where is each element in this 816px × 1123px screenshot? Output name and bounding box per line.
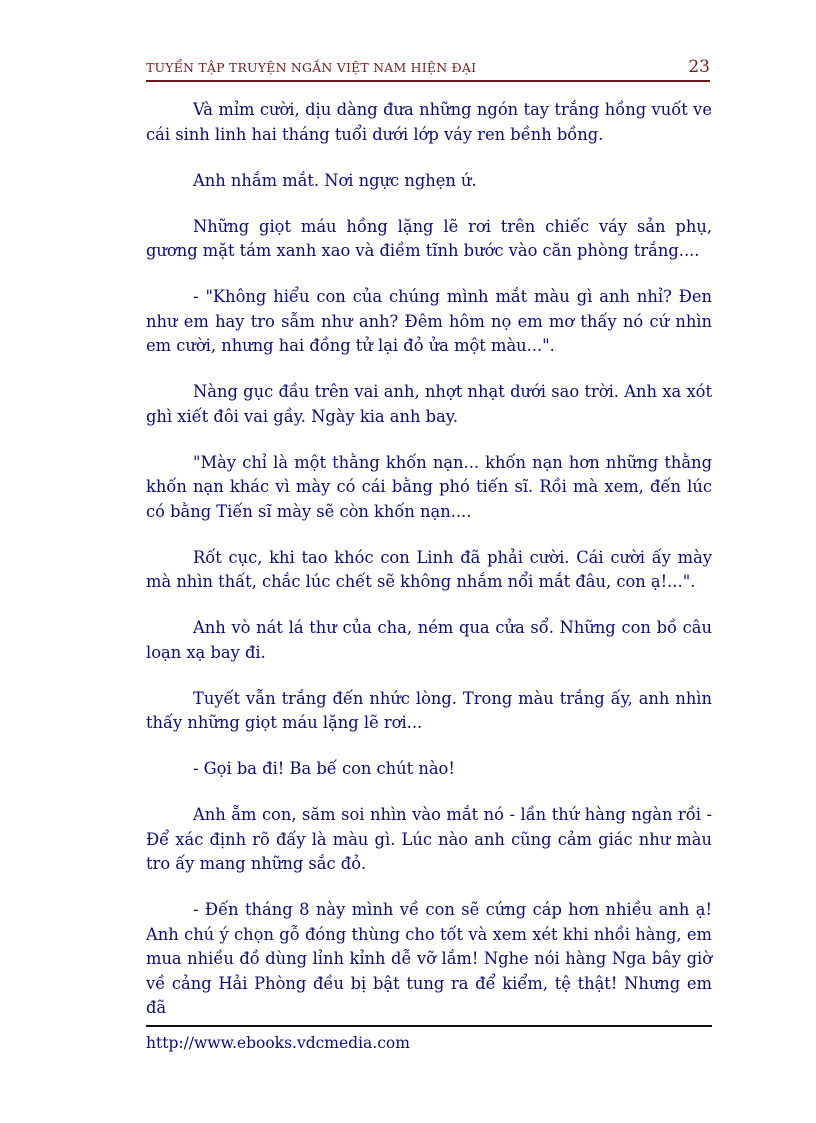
footer-divider — [146, 1025, 712, 1027]
paragraph: - Gọi ba đi! Ba bế con chút nào! — [193, 759, 455, 778]
paragraph: "Mày chỉ là một thằng khốn nạn... khốn nạn hơn những thằng khốn nạn khác vì mày có cái bằng phó tiến sĩ. Rồi mà xem, đến lúc có bằng Tiến sĩ mày sẽ còn khốn nạn.... — [146, 452, 712, 521]
paragraph: - "Không hiểu con của chúng mình mắt màu gì anh nhỉ? Đen như em hay tro sẫm như anh? Đêm hôm nọ em mơ thấy nó cứ nhìn em cười, nhưng hai đồng tử lại đỏ ửa một màu...". — [146, 287, 712, 355]
page-number: 23 — [688, 57, 710, 77]
story-text — [146, 98, 712, 1042]
paragraph: Anh ẵm con, săm soi nhìn vào mắt nó - lần thứ hàng ngàn rồi - Để xác định rõ đấy là màu gì. Lúc nào anh cũng cảm giác như màu tro ấy mang những sắc đỏ. — [146, 805, 712, 873]
paragraph: Và mỉm cười, dịu dàng đưa những ngón tay trắng hồng vuốt ve cái sinh linh hai tháng tuổi dưới lớp váy ren bềnh bồng. — [146, 100, 712, 144]
running-title: TUYỂN TẬP TRUYỆN NGẮN VIỆT NAM HIỆN ĐẠI — [146, 60, 477, 75]
paragraph: Anh vò nát lá thư của cha, ném qua cửa sổ. Những con bồ câu loạn xạ bay đi. — [146, 618, 712, 662]
paragraph: - Đến tháng 8 này mình về con sẽ cứng cáp hơn nhiều anh ạ! Anh chú ý chọn gỗ đóng thùng cho tốt và xem xét khi nhồi hàng, em mua nhiều đồ dùng lỉnh kỉnh dễ vỡ lắm! Nghe nói hàng Nga bây giờ về cảng Hải Phòng đều bị bật tung ra để kiểm, tệ thật! Nhưng em đã — [146, 900, 712, 1017]
page-header — [146, 54, 710, 82]
paragraph: Rốt cục, khi tao khóc con Linh đã phải cười. Cái cười ấy mày mà nhìn thất, chắc lúc chết sẽ không nhắm nổi mắt đâu, con ạ!...". — [146, 547, 712, 591]
paragraph: Tuyết vẫn trắng đến nhức lòng. Trong màu trắng ấy, anh nhìn thấy những giọt máu lặng lẽ rơi... — [146, 688, 712, 732]
paragraph: Nàng gục đầu trên vai anh, nhợt nhạt dưới sao trời. Anh xa xót ghì xiết đôi vai gầy. Ngày kia anh bay. — [146, 382, 712, 426]
paragraph: Anh nhắm mắt. Nơi ngực nghẹn ứ. — [193, 170, 477, 190]
footer-link[interactable]: http://www.ebooks.vdcmedia.com — [146, 1034, 410, 1052]
paragraph: Những giọt máu hồng lặng lẽ rơi trên chiếc váy sản phụ, gương mặt tám xanh xao và điềm tĩnh bước vào căn phòng trắng.... — [146, 216, 712, 260]
